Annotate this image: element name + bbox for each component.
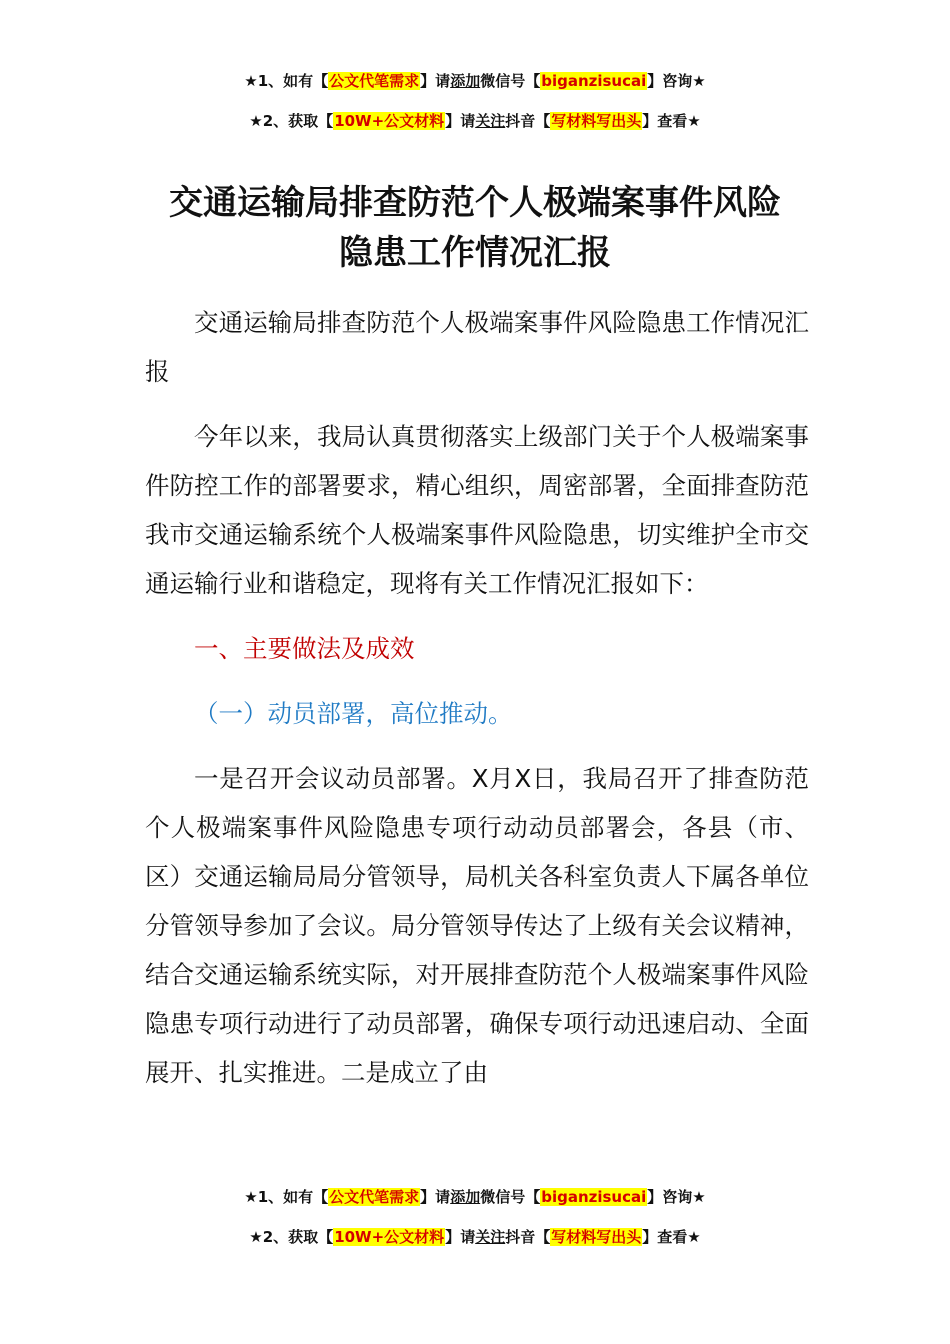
top-banner-line-2 — [0, 111, 950, 131]
banner-underline: 关注 — [475, 1228, 506, 1246]
banner-text: 】查看★ — [642, 1228, 701, 1246]
banner-highlight: biganzisucai — [541, 72, 647, 90]
subsection-heading: （一）动员部署，高位推动。 — [194, 699, 513, 728]
banner-text: 抖音【 — [505, 1228, 551, 1246]
banner-text: 微信号【 — [480, 1188, 541, 1206]
paragraph-intro: 今年以来，我局认真贯彻落实上级部门关于个人极端案事件防控工作的部署要求，精心组织，周密部署，全面排查防范我市交通运输系统个人极端案事件风险隐患，切实维护全市交通运输行业和谐稳定，现将有关工作情况汇报如下： — [145, 422, 809, 598]
document-body — [145, 298, 809, 1097]
banner-highlight: 公文代笔需求 — [329, 72, 420, 90]
banner-underline: 关注 — [475, 112, 506, 130]
banner-highlight: 写材料写出头 — [551, 112, 642, 130]
banner-text: 微信号【 — [480, 72, 541, 90]
top-banner-line-1 — [0, 71, 950, 91]
banner-highlight: 10W+公文材料 — [334, 112, 445, 130]
bottom-banner-line-2 — [0, 1227, 950, 1247]
banner-underline: 添加 — [450, 72, 481, 90]
banner-text: 】请 — [445, 112, 476, 130]
bottom-banner-line-1 — [0, 1187, 950, 1207]
banner-highlight: 10W+公文材料 — [334, 1228, 445, 1246]
banner-highlight: 公文代笔需求 — [329, 1188, 420, 1206]
document-title — [140, 178, 810, 278]
banner-highlight: biganzisucai — [541, 1188, 647, 1206]
banner-text: 】请 — [445, 1228, 476, 1246]
banner-text: 】请 — [420, 1188, 451, 1206]
banner-text: 】咨询★ — [647, 1188, 706, 1206]
banner-text: 抖音【 — [505, 112, 551, 130]
title-line-2: 隐患工作情况汇报 — [339, 233, 611, 273]
paragraph-body: 一是召开会议动员部署。X月X日，我局召开了排查防范个人极端案事件风险隐患专项行动动员部署会，各县（市、区）交通运输局局分管领导，局机关各科室负责人下属各单位分管领导参加了会议。局分管领导传达了上级有关会议精神，结合交通运输系统实际，对开展排查防范个人极端案事件风险隐患专项行动进行了动员部署，确保专项行动迅速启动、全面展开、扎实推进。二是成立了由 — [145, 764, 809, 1087]
banner-highlight: 写材料写出头 — [551, 1228, 642, 1246]
banner-text: ★1、如有【 — [244, 72, 329, 90]
banner-text: ★1、如有【 — [244, 1188, 329, 1206]
paragraph-title-repeat: 交通运输局排查防范个人极端案事件风险隐患工作情况汇报 — [145, 308, 809, 386]
title-line-1: 交通运输局排查防范个人极端案事件风险 — [169, 183, 781, 223]
section-heading-1: 一、主要做法及成效 — [194, 634, 415, 663]
banner-text: 】咨询★ — [647, 72, 706, 90]
banner-underline: 添加 — [450, 1188, 481, 1206]
banner-text: ★2、获取【 — [249, 112, 334, 130]
banner-text: ★2、获取【 — [249, 1228, 334, 1246]
banner-text: 】请 — [420, 72, 451, 90]
banner-text: 】查看★ — [642, 112, 701, 130]
